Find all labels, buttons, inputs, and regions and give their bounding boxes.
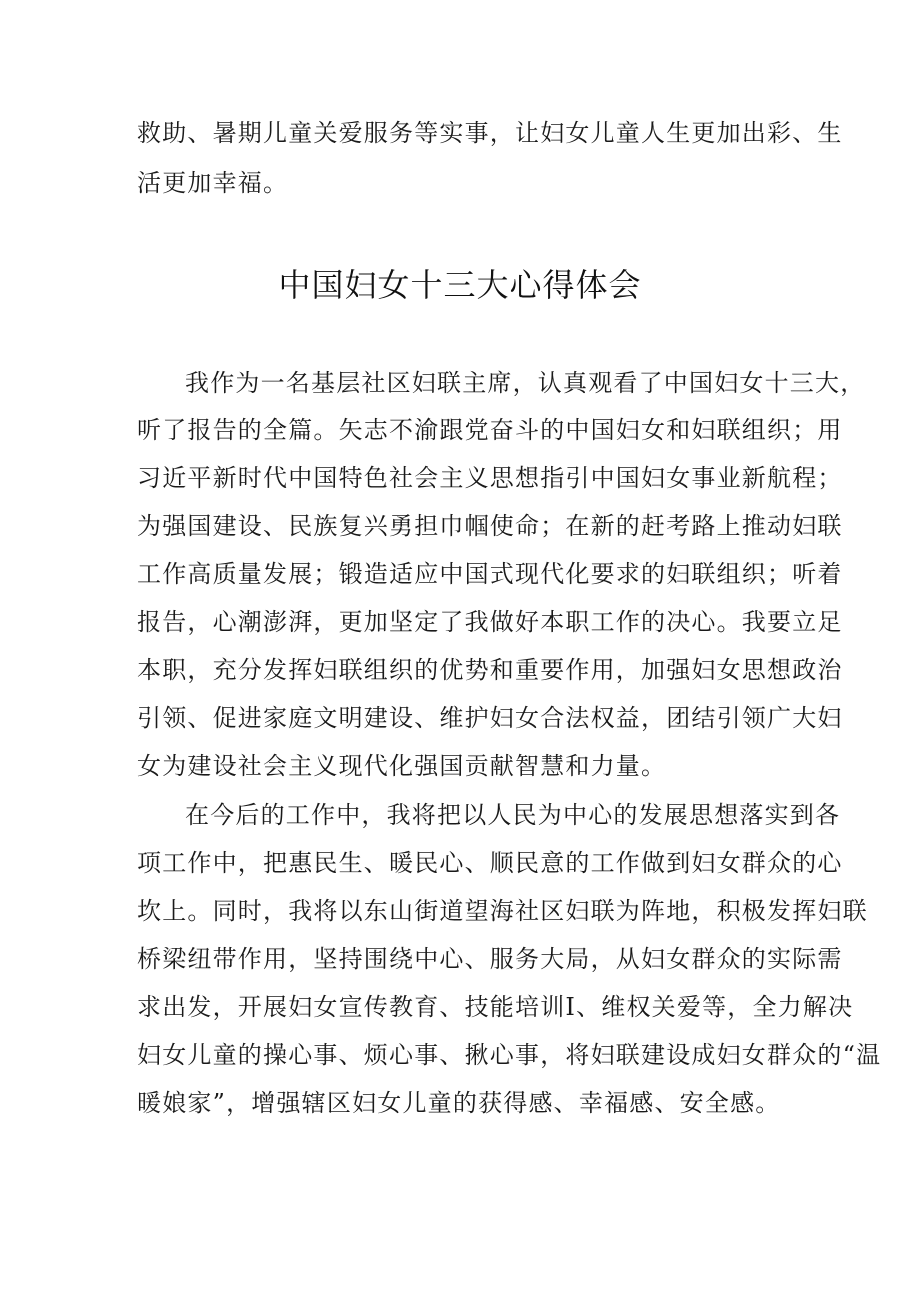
paragraph-1-line: 本职，充分发挥妇联组织的优势和重要作用，加强妇女思想政治 <box>137 656 843 684</box>
paragraph-1-line: 听了报告的全篇。矢志不渝跟党奋斗的中国妇女和妇联组织；用 <box>137 416 843 444</box>
paragraph-2-line: 在今后的工作中，我将把以人民为中心的发展思想落实到各 <box>185 801 841 829</box>
intro-line: 活更加幸福。 <box>137 169 289 197</box>
paragraph-1-line: 引领、促进家庭文明建设、维护妇女合法权益，团结引领广大妇 <box>137 704 843 732</box>
paragraph-2-line: 求出发，开展妇女宣传教育、技能培训I、维权关爱等，全力解决 <box>137 993 854 1021</box>
intro-line: 救助、暑期儿童关爱服务等实事，让妇女儿童人生更加出彩、生 <box>137 119 843 147</box>
paragraph-2-line: 项工作中，把惠民生、暖民心、顺民意的工作做到妇女群众的心 <box>137 849 843 877</box>
paragraph-1-line: 报告，心潮澎湃，更加坚定了我做好本职工作的决心。我要立足 <box>137 608 843 636</box>
document-title: 中国妇女十三大心得体会 <box>278 266 642 304</box>
paragraph-2-line: 坎上。同时，我将以东山街道望海社区妇联为阵地，积极发挥妇联 <box>137 897 868 925</box>
paragraph-1-line: 女为建设社会主义现代化强国贡献智慧和力量。 <box>137 752 667 780</box>
paragraph-1-line: 我作为一名基层社区妇联主席，认真观看了中国妇女十三大， <box>185 369 866 397</box>
paragraph-2-line: 暖娘家”，增强辖区妇女儿童的获得感、幸福感、安全感。 <box>137 1089 781 1117</box>
paragraph-1-line: 习近平新时代中国特色社会主义思想指引中国妇女事业新航程； <box>137 464 843 492</box>
paragraph-2-line: 桥梁纽带作用，坚持围绕中心、服务大局，从妇女群众的实际需 <box>137 945 843 973</box>
paragraph-1-line: 工作高质量发展；锻造适应中国式现代化要求的妇联组织；听着 <box>137 560 843 588</box>
paragraph-2-line: 妇女儿童的操心事、烦心事、揪心事，将妇联建设成妇女群众的“温 <box>137 1041 882 1069</box>
paragraph-1-line: 为强国建设、民族复兴勇担巾帼使命；在新的赶考路上推动妇联 <box>137 512 843 540</box>
